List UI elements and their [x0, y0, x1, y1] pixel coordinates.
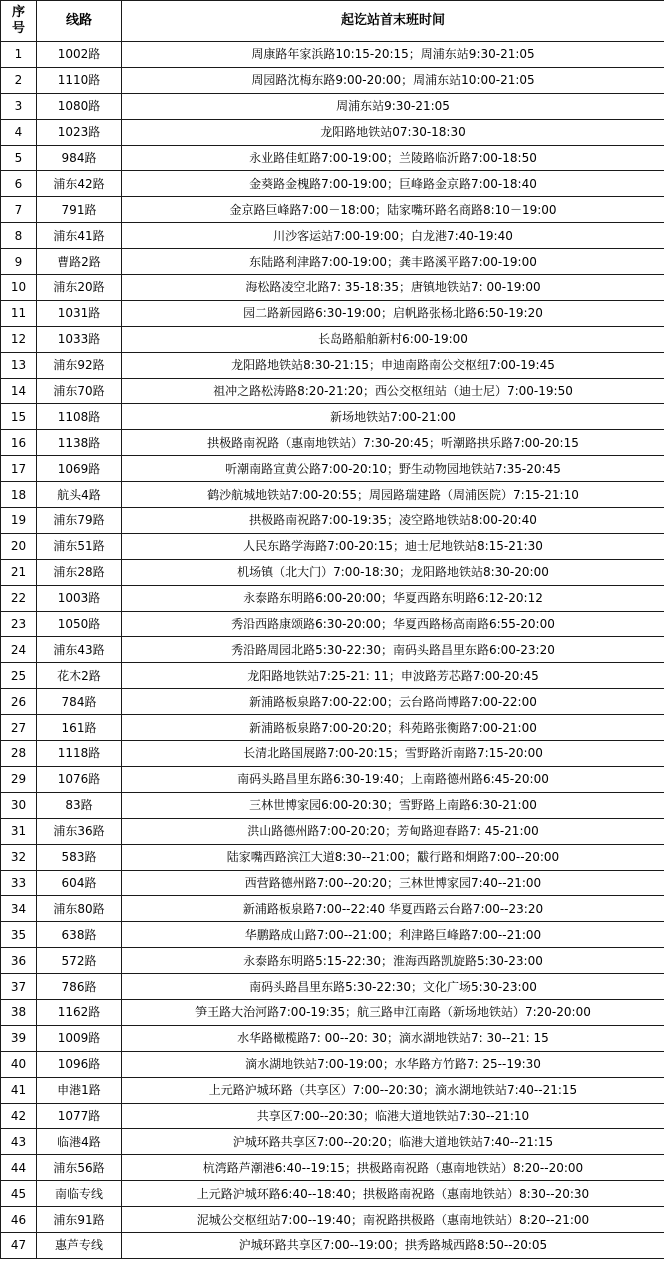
row-time-cell: 拱极路南祝路7:00-19:35；凌空路地铁站8:00-20:40: [122, 508, 664, 534]
table-header: [1, 1, 664, 42]
row-index-cell: 37: [1, 974, 37, 1000]
row-route-cell: 572路: [37, 948, 122, 974]
row-index-cell: 38: [1, 999, 37, 1025]
table-row: [1, 948, 664, 974]
table-row: [1, 559, 664, 585]
row-time-cell: 海松路凌空北路7: 35-18:35；唐镇地铁站7: 00-19:00: [122, 275, 664, 301]
row-time-cell: 龙阳路地铁站8:30-21:15；申迪南路南公交枢纽7:00-19:45: [122, 352, 664, 378]
row-route-cell: 1002路: [37, 42, 122, 68]
header-index-line2: 号: [11, 21, 25, 36]
row-route-cell: 1110路: [37, 67, 122, 93]
row-time-cell: 南码头路昌里东路6:30-19:40；上南路德州路6:45-20:00: [122, 766, 664, 792]
row-time-cell: 金葵路金槐路7:00-19:00；巨峰路金京路7:00-18:40: [122, 171, 664, 197]
table-row: [1, 999, 664, 1025]
row-route-cell: 1023路: [37, 119, 122, 145]
row-time-cell: 滴水湖地铁站7:00-19:00；水华路方竹路7: 25--19:30: [122, 1051, 664, 1077]
row-index-cell: 22: [1, 585, 37, 611]
row-time-cell: 鹤沙航城地铁站7:00-20:55；周园路瑞建路（周浦医院）7:15-21:10: [122, 482, 664, 508]
row-index-cell: 21: [1, 559, 37, 585]
row-time-cell: 秀沿西路康颂路6:30-20:00；华夏西路杨高南路6:55-20:00: [122, 611, 664, 637]
row-index-cell: 7: [1, 197, 37, 223]
header-index-line1: 序: [11, 5, 25, 20]
row-route-cell: 1031路: [37, 300, 122, 326]
table-row: [1, 870, 664, 896]
table-row: [1, 1129, 664, 1155]
row-index-cell: 19: [1, 508, 37, 534]
table-row: [1, 145, 664, 171]
table-row: [1, 1077, 664, 1103]
row-time-cell: 新浦路板泉路7:00-22:00；云台路尚博路7:00-22:00: [122, 689, 664, 715]
row-time-cell: 人民东路学海路7:00-20:15；迪士尼地铁站8:15-21:30: [122, 533, 664, 559]
table-row: [1, 741, 664, 767]
row-time-cell: 笋王路大治河路7:00-19:35；航三路申江南路（新场地铁站）7:20-20:00: [122, 999, 664, 1025]
row-index-cell: 35: [1, 922, 37, 948]
row-time-cell: 永泰路东明路6:00-20:00；华夏西路东明路6:12-20:12: [122, 585, 664, 611]
row-route-cell: 784路: [37, 689, 122, 715]
table-row: [1, 844, 664, 870]
row-index-cell: 40: [1, 1051, 37, 1077]
row-index-cell: 47: [1, 1232, 37, 1258]
row-index-cell: 15: [1, 404, 37, 430]
row-route-cell: 83路: [37, 792, 122, 818]
table-row: [1, 974, 664, 1000]
row-time-cell: 上元路沪城环路（共享区）7:00--20:30；滴水湖地铁站7:40--21:15: [122, 1077, 664, 1103]
row-index-cell: 9: [1, 249, 37, 275]
row-index-cell: 34: [1, 896, 37, 922]
row-route-cell: 583路: [37, 844, 122, 870]
row-route-cell: 浦东70路: [37, 378, 122, 404]
row-time-cell: 永业路佳虹路7:00-19:00；兰陵路临沂路7:00-18:50: [122, 145, 664, 171]
row-route-cell: 1077路: [37, 1103, 122, 1129]
row-route-cell: 浦东43路: [37, 637, 122, 663]
row-index-cell: 6: [1, 171, 37, 197]
row-time-cell: 新浦路板泉路7:00-20:20；科苑路张衡路7:00-21:00: [122, 715, 664, 741]
table-row: [1, 67, 664, 93]
row-index-cell: 18: [1, 482, 37, 508]
row-route-cell: 791路: [37, 197, 122, 223]
table-row: [1, 818, 664, 844]
row-time-cell: 祖冲之路松涛路8:20-21:20；西公交枢纽站（迪士尼）7:00-19:50: [122, 378, 664, 404]
row-route-cell: 申港1路: [37, 1077, 122, 1103]
row-time-cell: 水华路橄榄路7: 00--20: 30；滴水湖地铁站7: 30--21: 15: [122, 1025, 664, 1051]
row-time-cell: 共享区7:00--20:30；临港大道地铁站7:30--21:10: [122, 1103, 664, 1129]
row-route-cell: 786路: [37, 974, 122, 1000]
row-route-cell: 1162路: [37, 999, 122, 1025]
row-index-cell: 33: [1, 870, 37, 896]
row-route-cell: 161路: [37, 715, 122, 741]
row-route-cell: 1118路: [37, 741, 122, 767]
row-index-cell: 12: [1, 326, 37, 352]
table-row: [1, 792, 664, 818]
table-row: [1, 1232, 664, 1258]
row-time-cell: 听潮南路宣黄公路7:00-20:10；野生动物园地铁站7:35-20:45: [122, 456, 664, 482]
row-time-cell: 西营路德州路7:00--20:20；三林世博家园7:40--21:00: [122, 870, 664, 896]
row-time-cell: 新浦路板泉路7:00--22:40 华夏西路云台路7:00--23:20: [122, 896, 664, 922]
row-route-cell: 1033路: [37, 326, 122, 352]
row-index-cell: 23: [1, 611, 37, 637]
row-route-cell: 临港4路: [37, 1129, 122, 1155]
row-index-cell: 46: [1, 1207, 37, 1233]
table-row: [1, 533, 664, 559]
row-route-cell: 984路: [37, 145, 122, 171]
row-time-cell: 沪城环路共享区7:00--19:00；拱秀路城西路8:50--20:05: [122, 1232, 664, 1258]
row-route-cell: 花木2路: [37, 663, 122, 689]
row-route-cell: 1069路: [37, 456, 122, 482]
row-index-cell: 32: [1, 844, 37, 870]
row-index-cell: 45: [1, 1181, 37, 1207]
row-time-cell: 东陆路利津路7:00-19:00；龚丰路溪平路7:00-19:00: [122, 249, 664, 275]
row-time-cell: 周康路年家浜路10:15-20:15；周浦东站9:30-21:05: [122, 42, 664, 68]
row-index-cell: 2: [1, 67, 37, 93]
table-row: [1, 275, 664, 301]
row-route-cell: 浦东51路: [37, 533, 122, 559]
header-row: [1, 1, 664, 42]
row-time-cell: 长清北路国展路7:00-20:15；雪野路沂南路7:15-20:00: [122, 741, 664, 767]
table-row: [1, 1025, 664, 1051]
row-time-cell: 金京路巨峰路7:00－18:00；陆家嘴环路名商路8:10－19:00: [122, 197, 664, 223]
table-row: [1, 1181, 664, 1207]
row-index-cell: 5: [1, 145, 37, 171]
row-time-cell: 上元路沪城环路6:40--18:40；拱极路南祝路（惠南地铁站）8:30--20:30: [122, 1181, 664, 1207]
row-time-cell: 杭湾路芦潮港6:40--19:15；拱极路南祝路（惠南地铁站）8:20--20:00: [122, 1155, 664, 1181]
row-route-cell: 南临专线: [37, 1181, 122, 1207]
row-index-cell: 8: [1, 223, 37, 249]
row-route-cell: 航头4路: [37, 482, 122, 508]
row-route-cell: 604路: [37, 870, 122, 896]
row-route-cell: 1009路: [37, 1025, 122, 1051]
table-row: [1, 637, 664, 663]
row-time-cell: 长岛路船舶新村6:00-19:00: [122, 326, 664, 352]
row-time-cell: 新场地铁站7:00-21:00: [122, 404, 664, 430]
row-index-cell: 13: [1, 352, 37, 378]
header-time: 起讫站首末班时间: [122, 1, 664, 42]
table-row: [1, 1155, 664, 1181]
table-row: [1, 300, 664, 326]
row-index-cell: 31: [1, 818, 37, 844]
row-route-cell: 浦东28路: [37, 559, 122, 585]
row-route-cell: 1050路: [37, 611, 122, 637]
row-index-cell: 42: [1, 1103, 37, 1129]
row-time-cell: 周园路沈梅东路9:00-20:00；周浦东站10:00-21:05: [122, 67, 664, 93]
row-time-cell: 机场镇（北大门）7:00-18:30；龙阳路地铁站8:30-20:00: [122, 559, 664, 585]
row-route-cell: 浦东36路: [37, 818, 122, 844]
table-row: [1, 689, 664, 715]
row-route-cell: 浦东91路: [37, 1207, 122, 1233]
row-route-cell: 1138路: [37, 430, 122, 456]
row-route-cell: 638路: [37, 922, 122, 948]
table-row: [1, 1207, 664, 1233]
row-index-cell: 17: [1, 456, 37, 482]
row-index-cell: 30: [1, 792, 37, 818]
row-index-cell: 29: [1, 766, 37, 792]
table-row: [1, 430, 664, 456]
row-route-cell: 浦东42路: [37, 171, 122, 197]
row-index-cell: 36: [1, 948, 37, 974]
table-row: [1, 508, 664, 534]
row-time-cell: 永泰路东明路5:15-22:30；淮海西路凯旋路5:30-23:00: [122, 948, 664, 974]
table-row: [1, 585, 664, 611]
table-row: [1, 197, 664, 223]
table-row: [1, 922, 664, 948]
table-row: [1, 663, 664, 689]
row-time-cell: 华鹏路成山路7:00--21:00；利津路巨峰路7:00--21:00: [122, 922, 664, 948]
row-time-cell: 龙阳路地铁站07:30-18:30: [122, 119, 664, 145]
row-route-cell: 浦东56路: [37, 1155, 122, 1181]
row-index-cell: 10: [1, 275, 37, 301]
table-row: [1, 896, 664, 922]
row-index-cell: 24: [1, 637, 37, 663]
row-index-cell: 11: [1, 300, 37, 326]
row-time-cell: 龙阳路地铁站7:25-21: 11；申波路芳芯路7:00-20:45: [122, 663, 664, 689]
row-time-cell: 陆家嘴西路滨江大道8:30--21:00；黻行路和炯路7:00--20:00: [122, 844, 664, 870]
table-body: [1, 42, 664, 1259]
row-index-cell: 43: [1, 1129, 37, 1155]
row-time-cell: 园二路新园路6:30-19:00；启帆路张杨北路6:50-19:20: [122, 300, 664, 326]
row-index-cell: 3: [1, 93, 37, 119]
row-index-cell: 39: [1, 1025, 37, 1051]
header-index: [1, 1, 37, 42]
row-route-cell: 曹路2路: [37, 249, 122, 275]
table-row: [1, 352, 664, 378]
row-route-cell: 1108路: [37, 404, 122, 430]
row-index-cell: 1: [1, 42, 37, 68]
row-route-cell: 浦东41路: [37, 223, 122, 249]
row-route-cell: 浦东92路: [37, 352, 122, 378]
row-index-cell: 44: [1, 1155, 37, 1181]
row-time-cell: 周浦东站9:30-21:05: [122, 93, 664, 119]
row-time-cell: 拱极路南祝路（惠南地铁站）7:30-20:45；听潮路拱乐路7:00-20:15: [122, 430, 664, 456]
table-row: [1, 42, 664, 68]
table-row: [1, 1051, 664, 1077]
table-row: [1, 404, 664, 430]
row-route-cell: 1096路: [37, 1051, 122, 1077]
row-index-cell: 16: [1, 430, 37, 456]
row-route-cell: 1080路: [37, 93, 122, 119]
row-index-cell: 27: [1, 715, 37, 741]
row-time-cell: 洪山路德州路7:00-20:20；芳甸路迎春路7: 45-21:00: [122, 818, 664, 844]
table-row: [1, 249, 664, 275]
row-route-cell: 浦东20路: [37, 275, 122, 301]
table-row: [1, 326, 664, 352]
row-index-cell: 20: [1, 533, 37, 559]
row-time-cell: 川沙客运站7:00-19:00；白龙港7:40-19:40: [122, 223, 664, 249]
table-row: [1, 171, 664, 197]
row-index-cell: 26: [1, 689, 37, 715]
row-route-cell: 浦东80路: [37, 896, 122, 922]
row-route-cell: 惠芦专线: [37, 1232, 122, 1258]
table-row: [1, 611, 664, 637]
row-route-cell: 1076路: [37, 766, 122, 792]
row-time-cell: 秀沿路周园北路5:30-22:30；南码头路昌里东路6:00-23:20: [122, 637, 664, 663]
table-row: [1, 766, 664, 792]
row-index-cell: 28: [1, 741, 37, 767]
table-row: [1, 482, 664, 508]
table-row: [1, 119, 664, 145]
row-index-cell: 25: [1, 663, 37, 689]
row-index-cell: 14: [1, 378, 37, 404]
table-row: [1, 378, 664, 404]
table-row: [1, 715, 664, 741]
row-time-cell: 三林世博家园6:00-20:30；雪野路上南路6:30-21:00: [122, 792, 664, 818]
table-row: [1, 223, 664, 249]
row-time-cell: 泥城公交枢纽站7:00--19:40；南祝路拱极路（惠南地铁站）8:20--21:00: [122, 1207, 664, 1233]
row-time-cell: 沪城环路共享区7:00--20:20；临港大道地铁站7:40--21:15: [122, 1129, 664, 1155]
row-time-cell: 南码头路昌里东路5:30-22:30；文化广场5:30-23:00: [122, 974, 664, 1000]
header-route: 线路: [37, 1, 122, 42]
row-index-cell: 4: [1, 119, 37, 145]
row-index-cell: 41: [1, 1077, 37, 1103]
row-route-cell: 1003路: [37, 585, 122, 611]
table-row: [1, 93, 664, 119]
table-row: [1, 1103, 664, 1129]
table-row: [1, 456, 664, 482]
row-route-cell: 浦东79路: [37, 508, 122, 534]
